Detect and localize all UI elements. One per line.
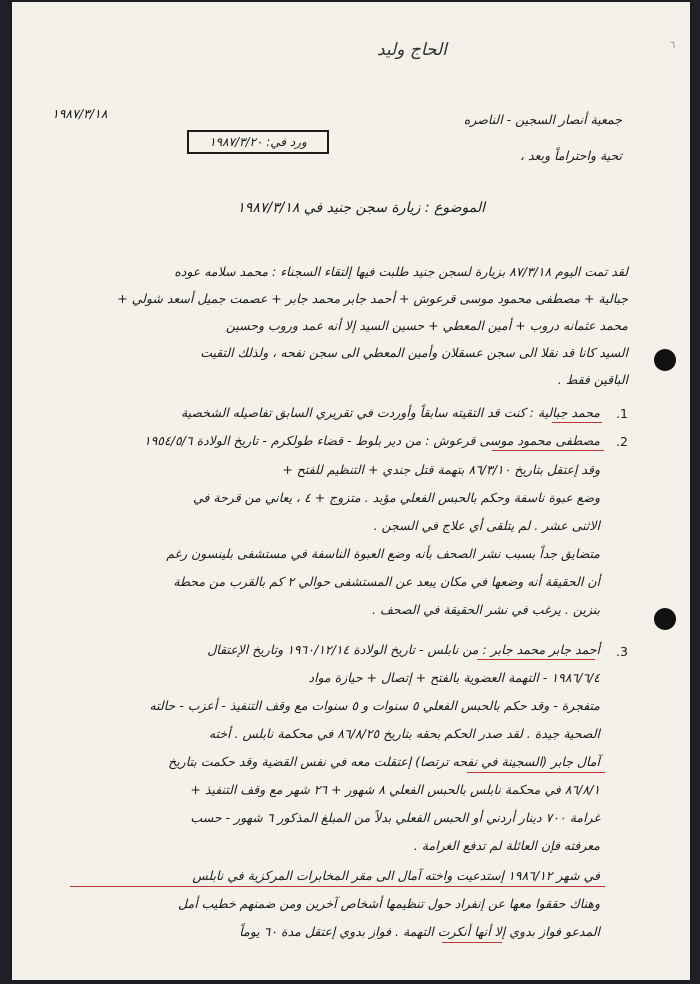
item-line: أحمد جابر محمد جابر : من نابلس - تاريخ الولادة ١٩٦٠/١٢/١٤ وتاريخ الإعتقال (207, 642, 600, 657)
intro-line: محمد عثمانه دروب + أمين المعطي + حسين السيد إلا أنه عمد وروب وحسين (225, 318, 628, 333)
handwritten-note: الحاج وليد (377, 40, 447, 60)
name-underline (492, 450, 604, 451)
item-number: .1 (616, 406, 628, 421)
corner-mark: ٦ (670, 40, 676, 51)
item-line: الاثنى عشر . لم يتلقى أي علاج في السجن . (373, 518, 600, 533)
header-greeting: تحية واحتراماً وبعد ، (520, 148, 622, 163)
name-underline (467, 772, 605, 773)
received-stamp: ورد في: ١٩٨٧/٣/٢٠ (187, 130, 329, 154)
intro-line: جبالية + مصطفى محمود موسى قرعوش + أحمد جابر محمد جابر + عصمت جميل أسعد شولي + (117, 291, 628, 306)
item-line: آمال جابر (السجينة في نفحه ترتصا) إعتقلت معه في نفس القضية وقد حكمت بتاريخ (168, 754, 600, 769)
item-line: الصحية جيدة . لقد صدر الحكم بحقه بتاريخ ٨٦/٨/٢٥ في محكمة نابلس . أخته (208, 726, 600, 741)
item-number: .3 (616, 644, 628, 659)
item-line: متضايق جداً بسبب نشر الصحف بأنه وضع العبوة الناسفة في مستشفى بلينسون رغم (166, 546, 600, 561)
document-date: ١٩٨٧/٣/١٨ (52, 106, 108, 121)
item-line: وضع عبوة ناسفة وحكم بالحبس الفعلي مؤبد . متزوج + ٤ ، يعاني من قرحة في (193, 490, 600, 505)
item-line: ١٩٨٦/٦/٤ - التهمة العضوية بالفتح + إتصال + حيازة مواد (308, 670, 600, 685)
intro-line: السيد كانا قد نقلا الى سجن عسقلان وأمين المعطي الى سجن نفحه ، ولذلك التقيت (200, 345, 628, 360)
document-page (12, 2, 690, 980)
item-number: .2 (616, 434, 628, 449)
highlight-underline (70, 886, 605, 887)
item-line: ٨٦/٨/١ في محكمة نابلس بالحبس الفعلي ٨ شهور + ٢٦ شهر مع وقف التنفيذ + (190, 782, 600, 797)
item-line: وقد إعتقل بتاريخ ٨٦/٣/١٠ بتهمة قتل جندي + التنظيم للفتح + (282, 462, 600, 477)
item-line: في شهر ١٩٨٦/١٢ إستدعيت واخته آمال الى مقر المخابرات المركزية في نابلس (192, 868, 600, 883)
item-line: متفجرة - وقد حكم بالحبس الفعلي ٥ سنوات و ٥ سنوات مع وقف التنفيذ - أعزب - حالته (149, 698, 600, 713)
item-line: بنزين . يرغب في نشر الحقيقة في الصحف . (372, 602, 600, 617)
punch-hole (654, 349, 676, 371)
subject-line: الموضوع : زيارة سجن جنيد في ١٩٨٧/٣/١٨ (237, 200, 485, 216)
name-underline (552, 422, 602, 423)
item-line: أن الحقيقة أنه وضعها في مكان يبعد عن المستشفى حوالي ٢ كم بالقرب من محطة (173, 574, 600, 589)
punch-hole (654, 608, 676, 630)
item-line: مصطفى محمود موسى قرعوش : من دير بلوط - قضاء طولكرم - تاريخ الولادة ١٩٥٤/٥/٦ (143, 433, 600, 448)
name-underline (477, 659, 595, 660)
item-line: معرفته فإن العائلة لم تدفع الغرامة . (413, 838, 600, 853)
item-line: وهناك حققوا معها عن إنفراد حول تنظيمها أشخاص آخرين ومن ضمنهم خطيب أمل (178, 896, 600, 911)
intro-line: الباقين فقط . (557, 372, 628, 387)
name-underline (442, 942, 502, 943)
intro-line: لقد تمت اليوم ٨٧/٣/١٨ بزيارة لسجن جنيد طلبت فيها إلتقاء السجناء : محمد سلامه عوده (174, 264, 628, 279)
item-line: المدعو فواز بدوي إلا أنها أنكرت التهمة . فواز بدوي إعتقل مدة ٦٠ يوماً (239, 924, 600, 939)
item-line: محمد جبالية : كنت قد التقيته سابقاً وأوردت في تقريري السابق تفاصيله الشخصية (180, 405, 600, 420)
item-line: غرامة ٧٠٠ دينار أردني أو الحبس الفعلي بدلاً من المبلغ المذكور ٦ شهور - حسب (190, 810, 600, 825)
header-org: جمعية أنصار السجين - الناصره (463, 112, 622, 127)
